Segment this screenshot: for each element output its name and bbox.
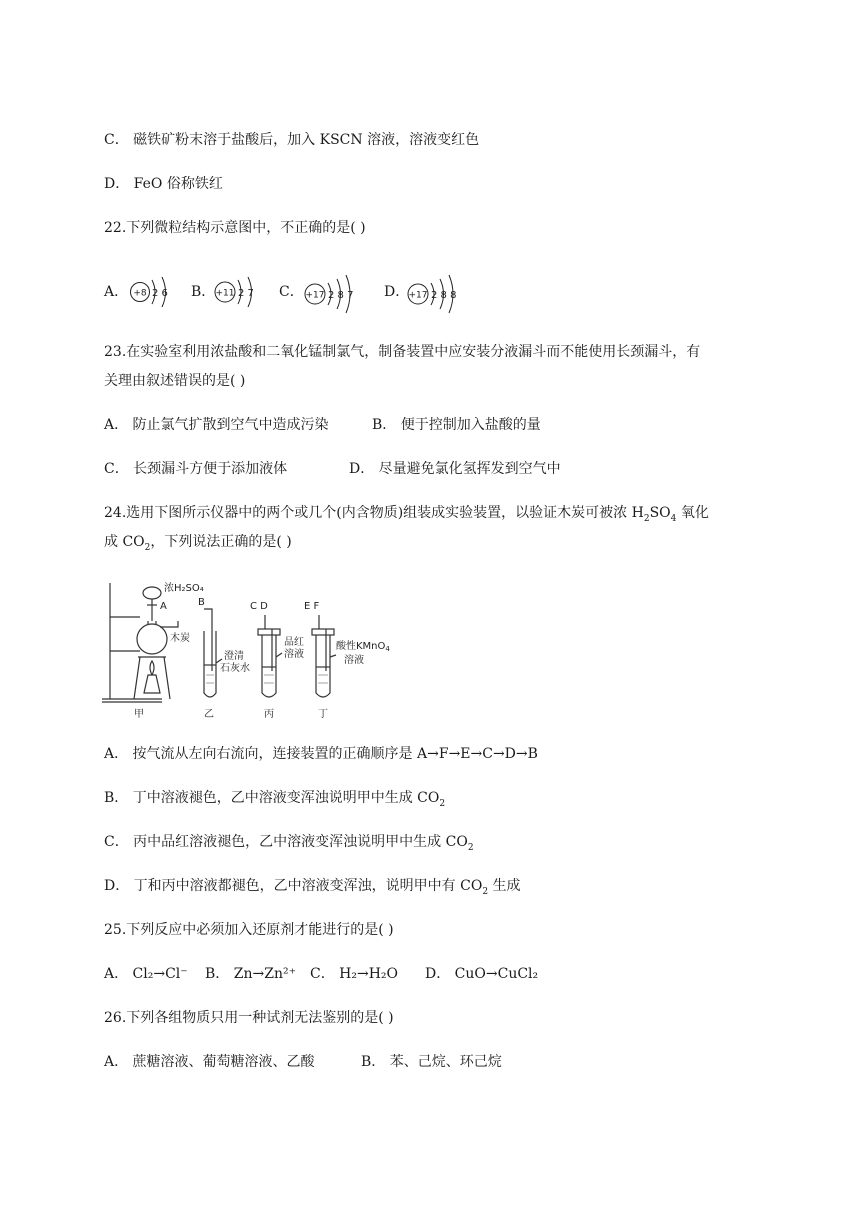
label-ding: 丁 [318,709,328,720]
q26-option-a: A． 蔗糖溶液、葡萄糖溶液、乙酸 [104,1054,315,1070]
q25-stem: 25.下列反应中必须加入还原剂才能进行的是( ) [104,922,394,938]
shell-electrons: 2 6 [152,288,168,299]
q22-atom-diagram-b [213,274,263,314]
label-yi: 乙 [204,709,214,720]
q21-option-c: C． 磁铁矿粉末溶于盐酸后，加入 KSCN 溶液，溶液变红色 [104,132,480,148]
label-magenta-1: 品红 [284,637,304,648]
q23-option-c: C． 长颈漏斗方便于添加液体 [104,461,288,477]
label-magenta-2: 溶液 [284,649,304,660]
q22-option-c-letter: C． [279,284,304,300]
shell-electrons: 2 8 7 [328,290,354,301]
nucleus-label: +17 [408,290,428,301]
q23-option-d: D． 尽量避免氯化氢挥发到空气中 [349,461,561,477]
nucleus-label: +11 [215,288,235,299]
label-bing: 丙 [264,709,274,720]
q24-stem-line2: 成 $CO_2$，下列说法正确的是( ) [104,534,292,553]
q23-option-a: A． 防止氯气扩散到空气中造成污染 [104,417,329,433]
q25-option-c: C． H₂→H₂O [310,966,399,982]
q21-option-d: D． FeO 俗称铁红 [104,176,223,192]
q23-option-b: B． 便于控制加入盐酸的量 [372,417,541,433]
q26-option-b: B． 苯、己烷、环己烷 [361,1054,502,1070]
label-jia: 甲 [134,709,144,720]
q24-stem-line1: 24.选用下图所示仪器中的两个或几个(内含物质)组装成实验装置，以验证木炭可被浓 $H_2SO_4$ 氧化 [104,505,709,524]
label-e-f: E F [304,601,320,612]
shell-electrons: 2 7 [238,288,254,299]
nucleus-label: +8 [133,288,147,299]
q22-stem: 22.下列微粒结构示意图中，不正确的是( ) [104,220,366,236]
nucleus-label: +17 [305,290,325,301]
q23-stem-line1: 23.在实验室利用浓盐酸和二氧化锰制氯气，制备装置中应安装分液漏斗而不能使用长颈漏斗，有 [104,344,701,360]
q22-atom-diagram-c [303,274,365,314]
q25-option-a: A． Cl₂→Cl⁻ [104,966,188,982]
label-charcoal: 木炭 [170,633,190,644]
label-a: A [160,601,167,612]
label-limewater-1: 澄清 [224,651,244,662]
q24-option-b: B． 丁中溶液褪色，乙中溶液变浑浊说明甲中生成 $CO_2$ [104,790,446,809]
q24-apparatus-figure [100,575,480,723]
label-limewater-2: 石灰水 [220,663,250,674]
q22-option-a-letter: A． [104,284,129,300]
q22-option-d-letter: D． [384,284,410,300]
q24-option-d: D． 丁和丙中溶液都褪色，乙中溶液变浑浊，说明甲中有 $CO_2$ 生成 [104,878,521,897]
shell-electrons: 2 8 8 [431,290,457,301]
label-kmno4-2: 溶液 [344,655,364,666]
q25-option-b: B． Zn→Zn²⁺ [205,966,296,982]
q23-stem-line2: 关理由叙述错误的是( ) [104,373,246,389]
q26-stem: 26.下列各组物质只用一种试剂无法鉴别的是( ) [104,1010,394,1026]
q25-option-d: D． CuO→CuCl₂ [425,966,539,982]
q22-option-b-letter: B． [191,284,216,300]
q24-option-c: C． 丙中品红溶液褪色，乙中溶液变浑浊说明甲中生成 $CO_2$ [104,834,474,853]
q22-atom-diagram-d [406,274,468,314]
label-c-d: C D [250,601,268,612]
q24-option-a: A． 按气流从左向右流向，连接装置的正确顺序是 A→F→E→C→D→B [104,746,538,762]
label-b: B [198,597,205,608]
label-kmno4-1: 酸性KMnO$_4$ [336,641,390,653]
q22-atom-diagram-a [128,274,178,314]
label-conc-h2so4: 浓H₂SO₄ [164,583,204,594]
